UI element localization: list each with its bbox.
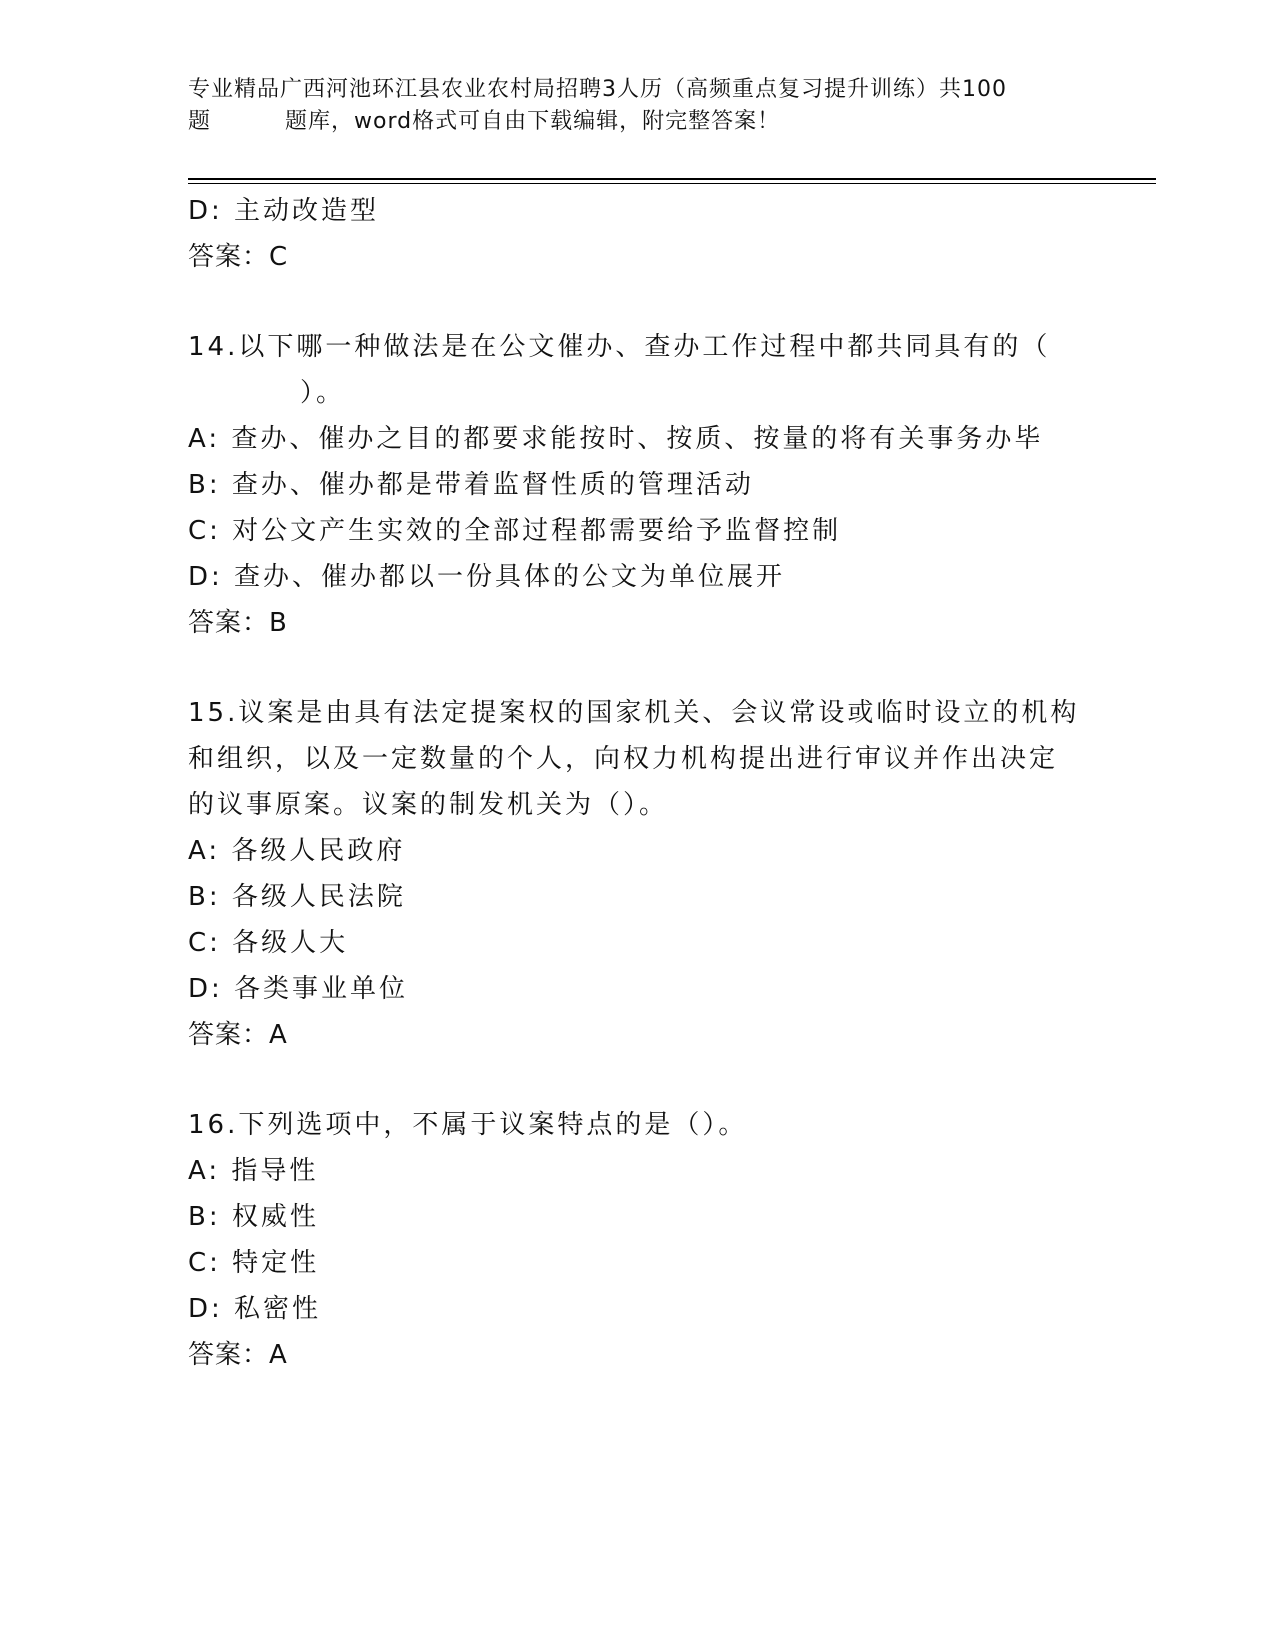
option-a: A: 各级人民政府 xyxy=(188,836,406,866)
question-stem: 14.以下哪一种做法是在公文催办、查办工作过程中都共同具有的（ xyxy=(188,332,1051,362)
option-c: C: 对公文产生实效的全部过程都需要给予监督控制 xyxy=(188,516,842,546)
option-d: D: 私密性 xyxy=(188,1294,322,1324)
question-list xyxy=(188,188,1088,1378)
answer: 答案：A xyxy=(188,1020,288,1050)
answer: 答案：B xyxy=(188,608,288,638)
option-c: C: 特定性 xyxy=(188,1248,320,1278)
option-b: B: 查办、催办都是带着监督性质的管理活动 xyxy=(188,470,754,500)
answer: 答案：C xyxy=(188,242,289,272)
question-stem: 16.下列选项中，不属于议案特点的是（）。 xyxy=(188,1110,748,1140)
option-d: D: 各类事业单位 xyxy=(188,974,409,1004)
header-rule-thick xyxy=(188,178,1156,180)
option-d: D: 查办、催办都以一份具体的公文为单位展开 xyxy=(188,562,786,592)
header-title-line2 xyxy=(188,106,1088,138)
question-15 xyxy=(188,690,1088,1058)
question-stem-cont: ）。 xyxy=(300,378,346,408)
page-header xyxy=(188,74,1088,138)
spacer xyxy=(188,280,1088,324)
header-rule-thin xyxy=(188,183,1156,184)
option-c: C: 各级人大 xyxy=(188,928,349,958)
answer: 答案：A xyxy=(188,1340,288,1370)
question-stem-cont: 的议事原案。议案的制发机关为（）。 xyxy=(188,790,669,820)
header-title-line1: 专业精品广西河池环江县农业农村局招聘3人历（高频重点复习提升训练）共100 xyxy=(188,77,1007,102)
question-14 xyxy=(188,324,1088,646)
option-b: B: 权威性 xyxy=(188,1202,319,1232)
option-d: D: 主动改造型 xyxy=(188,196,380,226)
question-stem: 15.议案是由具有法定提案权的国家机关、会议常设或临时设立的机构 xyxy=(188,698,1080,728)
spacer xyxy=(188,1058,1088,1102)
option-a: A: 指导性 xyxy=(188,1156,319,1186)
option-a: A: 查办、催办之目的都要求能按时、按质、按量的将有关事务办毕 xyxy=(188,424,1044,454)
header-line2-tail: 题库，word格式可自由下载编辑，附完整答案！ xyxy=(285,109,781,134)
question-13-tail xyxy=(188,188,1088,280)
spacer xyxy=(188,646,1088,690)
option-b: B: 各级人民法院 xyxy=(188,882,406,912)
question-stem-cont: 和组织，以及一定数量的个人，向权力机构提出进行审议并作出决定 xyxy=(188,744,1059,774)
header-line2-head: 题 xyxy=(188,109,212,134)
question-16 xyxy=(188,1102,1088,1378)
